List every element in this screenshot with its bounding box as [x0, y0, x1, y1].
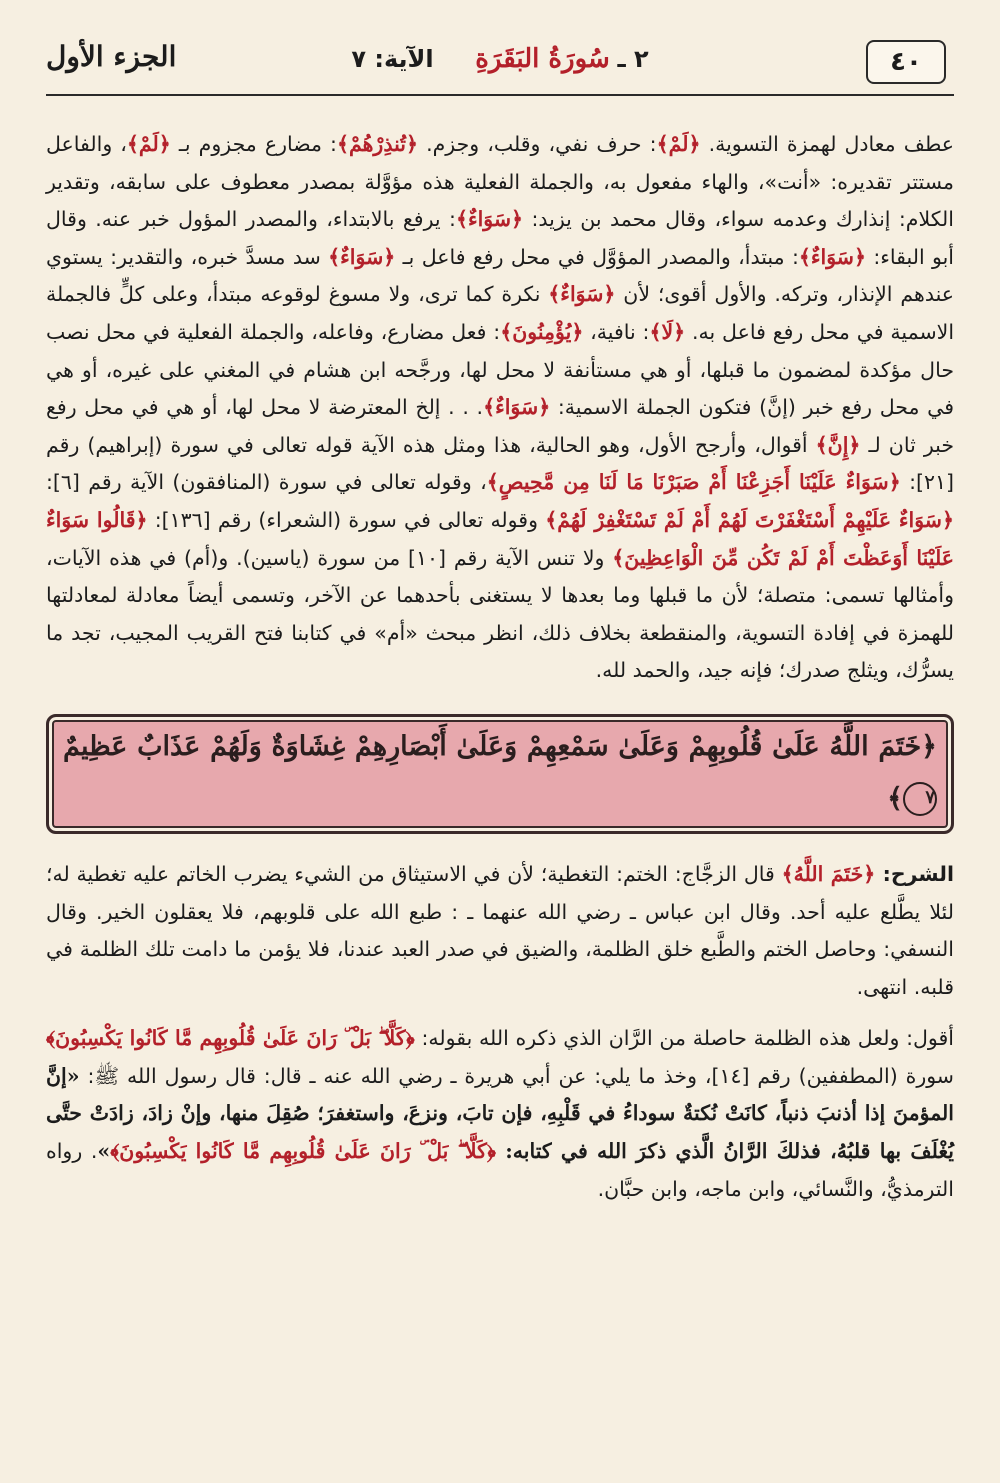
- verse-box: [46, 714, 954, 834]
- quran-quote: ﴿سَوَاءٌ﴾: [798, 244, 866, 269]
- surah-title: [46, 44, 954, 74]
- surah-name: سُورَةُ البَقَرَةِ: [475, 44, 610, 74]
- surah-number: ٢ ـ: [617, 45, 649, 73]
- quran-quote: ﴿لَمْ﴾: [126, 132, 171, 156]
- quran-quote: ﴿كَلَّا ۖ بَلْ ۜ رَانَ عَلَىٰ قُلُوبِهِم مَّا كَانُوا يَكْسِبُونَ﴾: [110, 1139, 496, 1164]
- page-header: [46, 32, 954, 96]
- ayah-label: الآية: ٧: [351, 45, 434, 73]
- hadith-text: «إنَّ المؤمنَ إذا أذنبَ ذنباً، كانَتْ نُكتةٌ سوداءُ في قَلْبِهِ، فإن تابَ، ونزعَ، واستغفرَ؛ صُقِلَ منها، وإنْ زادَ، زادَتْ حتَّى يُغْلَفَ بها قلبُهُ، فذلكَ الرَّانُ الَّذي ذكرَ الله في كتابه:: [46, 1063, 954, 1164]
- quran-quote: ﴿كَلَّا ۖ بَلْ ۜ رَانَ عَلَىٰ قُلُوبِهِم مَّا كَانُوا يَكْسِبُونَ﴾: [46, 1026, 415, 1051]
- quran-quote: ﴿سَوَاءٌ﴾: [328, 244, 396, 269]
- page-number: ٤٠: [866, 40, 946, 84]
- quran-quote: ﴿سَوَاءٌ﴾: [548, 282, 616, 307]
- quran-quote: ﴿لَمْ﴾: [656, 132, 701, 156]
- quran-quote: ﴿سَوَاءٌ عَلَيْنَا أَجَزِعْنَا أَمْ صَبَرْنَا مَا لَنَا مِن مَّحِيصٍ﴾: [486, 470, 901, 495]
- verse-number-marker: ٧: [903, 782, 937, 816]
- paragraph-explanation: الشرح: ﴿خَتَمَ اللَّهُ﴾ قال الزجَّاج: الختم: التغطية؛ لأن في الاستيثاق من الشيء يضرب الخاتم عليه تغطية له؛ لئلا يطَّلع عليه أحد. وقال ابن عباس ـ رضي الله عنهما ـ : طبع الله على قلوبهم، فلا يعقلون الخير. وقال النسفي: وحاصل الختم والطَّبع خلق الظلمة، والضيق في صدر العبد عندنا، فلا يؤمن ما دامت تلك الظلمة في قلبه. انتهى.: [46, 861, 954, 999]
- verse-text: ﴿خَتَمَ اللَّهُ عَلَىٰ قُلُوبِهِمْ وَعَلَىٰ سَمْعِهِمْ وَعَلَىٰ أَبْصَارِهِمْ غِشَاوَةٌ وَلَهُمْ عَذَابٌ عَظِيمٌ: [63, 730, 937, 762]
- quran-quote: ﴿تُنذِرْهُمْ﴾: [336, 132, 418, 156]
- quran-quote: ﴿إِنَّ﴾: [815, 432, 861, 457]
- hadith-close: »: [97, 1139, 111, 1164]
- paragraph-hadith: أقول: ولعل هذه الظلمة حاصلة من الرَّان الذي ذكره الله بقوله: ﴿كَلَّا ۖ بَلْ ۜ رَانَ عَلَىٰ قُلُوبِهِم مَّا كَانُوا يَكْسِبُونَ﴾ سورة (المطففين) رقم [١٤]، وخذ ما يلي: عن أبي هريرة ـ رضي الله عنه ـ قال: قال رسول الله ﷺ: «إنَّ المؤمنَ إذا أذنبَ ذنباً، كانَتْ نُكتةٌ سوداءُ في قَلْبِهِ، فإن تابَ، ونزعَ، واستغفرَ؛ صُقِلَ منها، وإنْ زادَ، زادَتْ حتَّى يُغْلَفَ بها قلبُهُ، فذلكَ الرَّانُ الَّذي ذكرَ الله في كتابه: ﴿كَلَّا ۖ بَلْ ۜ رَانَ عَلَىٰ قُلُوبِهِم مَّا كَانُوا يَكْسِبُونَ﴾». رواه الترمذيُّ، والنَّسائي، وابن ماجه، وابن حبَّان.: [46, 1026, 954, 1201]
- page-body: [46, 126, 954, 1208]
- quran-quote: ﴿قَالُوا سَوَاءٌ عَلَيْنَا أَوَعَظْتَ أَمْ لَمْ تَكُن مِّنَ الْوَاعِظِينَ﴾: [46, 507, 955, 570]
- quran-quote: ﴿خَتَمَ اللَّهُ﴾: [781, 861, 876, 886]
- quran-quote: ﴿سَوَاءٌ﴾: [455, 207, 524, 232]
- quran-quote: ﴿لَا﴾: [649, 319, 686, 344]
- quran-quote: ﴿سَوَاءٌ﴾: [483, 395, 551, 420]
- quran-quote: ﴿سَوَاءٌ عَلَيْهِمْ أَسْتَغْفَرْتَ لَهُمْ أَمْ لَمْ تَسْتَغْفِرْ لَهُمْ﴾: [545, 507, 954, 532]
- juz-label: الجزء الأول: [46, 40, 177, 73]
- quran-quote: ﴿يُؤْمِنُونَ﴾: [500, 319, 584, 344]
- explanation-label: الشرح:: [875, 861, 954, 886]
- paragraph-grammar: عطف معادل لهمزة التسوية. ﴿لَمْ﴾: حرف نفي، وقلب، وجزم. ﴿تُنذِرْهُمْ﴾: مضارع مجزوم بـ ﴿لَمْ﴾، والفاعل مستتر تقديره: «أنت»، والهاء مفعول به، والجملة الفعلية هذه مؤوَّلة بمصدر معطوف على سابقه، وتقدير الكلام: إنذارك وعدمه سواء، وقال محمد بن يزيد: ﴿سَوَاءٌ﴾: يرفع بالابتداء، والمصدر المؤول خبر عنه. وقال أبو البقاء: ﴿سَوَاءٌ﴾: مبتدأ، والمصدر المؤوَّل في محل رفع فاعل بـ ﴿سَوَاءٌ﴾ سد مسدَّ خبره، والتقدير: يستوي عندهم الإنذار، وتركه. والأول أقوى؛ لأن ﴿سَوَاءٌ﴾ نكرة كما ترى، ولا مسوغ لوقوعه مبتدأ، وعلى كلٍّ فالجملة الاسمية في محل رفع فاعل به. ﴿لَا﴾: نافية، ﴿يُؤْمِنُونَ﴾: فعل مضارع، وفاعله، والجملة الفعلية في محل نصب حال مؤكدة لمضمون ما قبلها، أو هي مستأنفة لا محل لها، ورجَّحه ابن هشام في المغني على غيره، أو هي في محل رفع خبر (إنَّ) فتكون الجملة الاسمية: ﴿سَوَاءٌ﴾. . . إلخ المعترضة لا محل لها، أو هي في محل رفع خبر ثان لـ ﴿إِنَّ﴾ أقوال، وأرجح الأول، وهو الحالية، هذا ومثل هذه الآية قوله تعالى في سورة (إبراهيم) رقم [٢١]: ﴿سَوَاءٌ عَلَيْنَا أَجَزِعْنَا أَمْ صَبَرْنَا مَا لَنَا مِن مَّحِيصٍ﴾، وقوله تعالى في سورة (المنافقون) الآية رقم [٦]: ﴿سَوَاءٌ عَلَيْهِمْ أَسْتَغْفَرْتَ لَهُمْ أَمْ لَمْ تَسْتَغْفِرْ لَهُمْ﴾ وقوله تعالى في سورة (الشعراء) رقم [١٣٦]: ﴿قَالُوا سَوَاءٌ عَلَيْنَا أَوَعَظْتَ أَمْ لَمْ تَكُن مِّنَ الْوَاعِظِينَ﴾ ولا تنس الآية رقم [١٠] من سورة (ياسين). و(أم) في هذه الآيات، وأمثالها تسمى: متصلة؛ لأن ما قبلها وما بعدها لا يستغنى بأحدهما عن الآخر، وتسمى أيضاً معادلة لمعادلتها للهمزة في إفادة التسوية، والمنقطعة بخلاف ذلك، انظر مبحث «أم» في كتابنا فتح القريب المجيب، تجد ما يسرُّك، ويثلج صدرك؛ فإنه جيد، والحمد لله.: [46, 132, 955, 683]
- verse-end-bracket: ﴾: [887, 782, 903, 814]
